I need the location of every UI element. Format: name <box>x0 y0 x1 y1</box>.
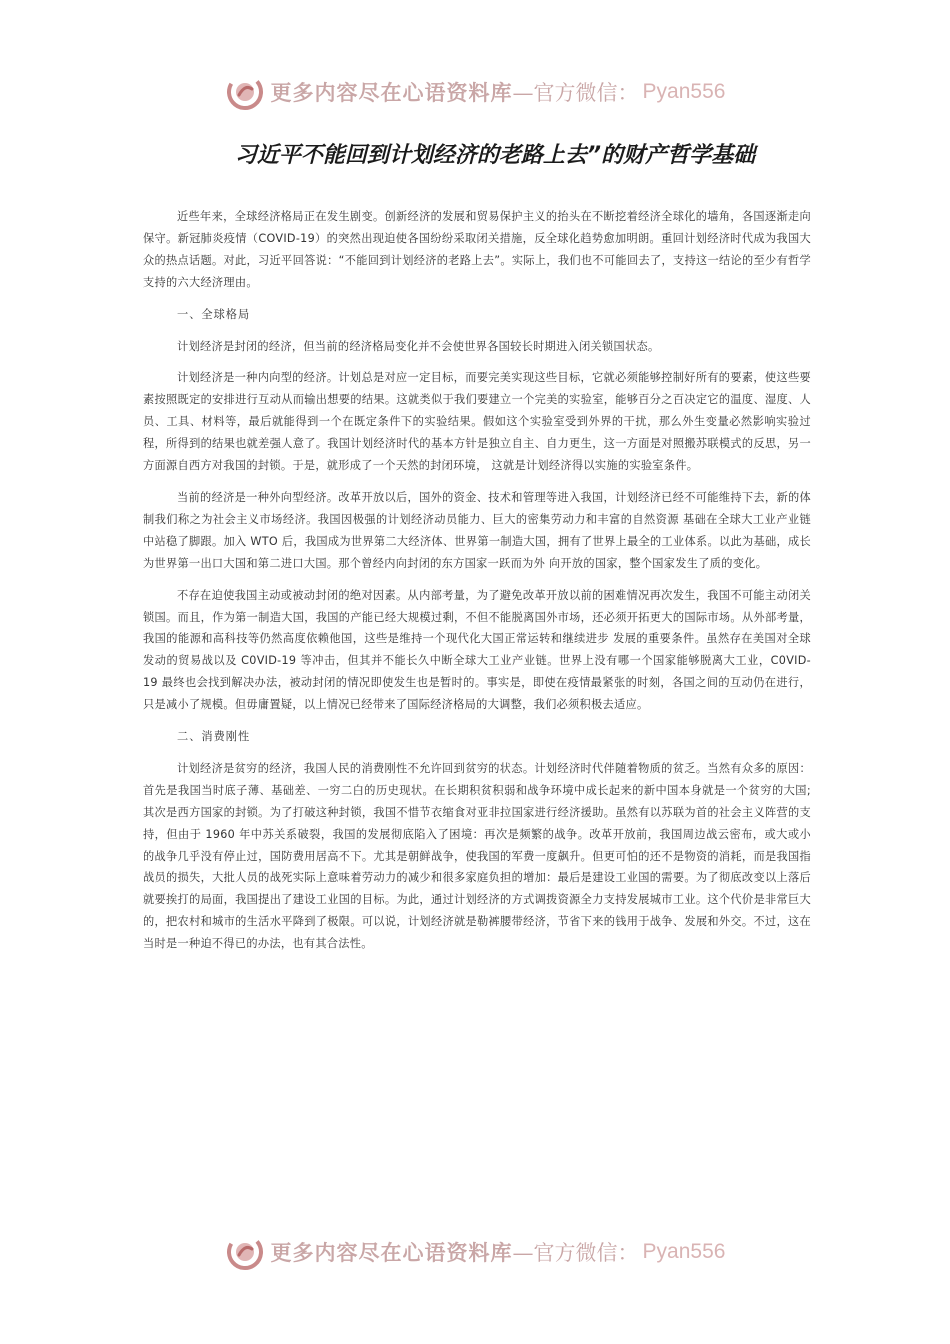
document-title: 习近平不能回到计划经济的老路上去”的财产哲学基础 <box>234 143 756 168</box>
seal-logo-icon <box>225 1232 265 1272</box>
watermark-wechat-id: Pyan556 <box>642 80 726 103</box>
section-heading-global-pattern: 一、全球格局 <box>177 307 251 321</box>
watermark-separator: —官方微信： <box>512 81 639 105</box>
body-paragraph: 计划经济是封闭的经济，但当前的经济格局变化并不会使世界各国较长时期进入闭关锁国状态。 <box>177 339 660 353</box>
watermark-separator: —官方微信： <box>512 1241 639 1265</box>
watermark-banner-bottom <box>0 1230 950 1274</box>
watermark-text: 更多内容尽在心语资料库 <box>270 1240 513 1265</box>
seal-logo-icon <box>225 72 265 112</box>
watermark-banner-top <box>0 70 950 114</box>
section-heading-consumption-rigidity: 二、消费刚性 <box>177 730 251 744</box>
watermark-wechat-id: Pyan556 <box>642 1240 726 1263</box>
watermark-text: 更多内容尽在心语资料库 <box>270 80 513 105</box>
document-body <box>143 206 811 965</box>
body-paragraph: 当前的经济是一种外向型经济。改革开放以后，国外的资金、技术和管理等进入我国，计划经济已经不可能维持下去，新的体制我们称之为社会主义市场经济。我国因极强的计划经济动员能力、巨大的密集劳动力和丰富的自然资源 基础在全球大工业产业链中站稳了脚跟。加入 WTO 后，我国成为世界第二大经济体、世界第一制造大国，拥有了世界上最全的工业体系。以此为基础，成长为世界第一出口大国和第二进口大国。那个曾经内向封闭的东方国家一跃而为外 向开放的国家，整个国家发生了质的变化。 <box>143 490 811 570</box>
body-paragraph-intro: 近些年来，全球经济格局正在发生剧变。创新经济的发展和贸易保护主义的抬头在不断挖着经济全球化的墙角，各国逐渐走向保守。新冠肺炎疫情（COVID-19）的突然出现迫使各国纷纷采取闭关措施，反全球化趋势愈加明朗。重回计划经济时代成为我国大众的热点话题。对此，习近平回答说：“不能回到计划经济的老路上去”。实际上，我们也不可能回去了，支持这一结论的至少有哲学支持的六大经济理由。 <box>143 210 811 289</box>
body-paragraph: 计划经济是贫穷的经济，我国人民的消费刚性不允许回到贫穷的状态。计划经济时代伴随着物质的贫乏。当然有众多的原因：首先是我国当时底子薄、基础差、一穷二白的历史现状。在长期积贫积弱和战争环境中成长起来的新中国本身就是一个贫穷的大国;其次是西方国家的封锁。为了打破这种封锁，我国不惜节衣缩食对亚非拉国家进行经济援助。虽然有以苏联为首的社会主义阵营的支持，但由于 1960 年中苏关系破裂，我国的发展彻底陷入了困境：再次是频繁的战争。改革开放前，我国周边战云密布，或大或小的战争几乎没有停止过，国防费用居高不下。尤其是朝鲜战争，使我国的军费一度飙升。但更可怕的还不是物资的消耗，而是我国指战员的损失，大批人员的战死实际上意味着劳动力的减少和很多家庭负担的增加：最后是建设工业国的需要。为了彻底改变以上落后就要挨打的局面，我国提出了建设工业国的目标。为此，通过计划经济的方式调拨资源全力支持发展城市工业。这个代价是非常巨大的，把农村和城市的生活水平降到了极限。可以说，计划经济就是勒裤腰带经济，节省下来的钱用于战争、发展和外交。不过，这在当时是一种迫不得已的办法，也有其合法性。 <box>143 761 811 951</box>
body-paragraph: 不存在迫使我国主动或被动封闭的绝对因素。从内部考量，为了避免改革开放以前的困难情况再次发生，我国不可能主动闭关锁国。而且，作为第一制造大国，我国的产能已经大规模过剩，不但不能脱离国外市场，还必须开拓更大的国际市场。从外部考量，我国的能源和高科技等仍然高度依赖他国，这些是维持一个现代化大国正常运转和继续进步 发展的重要条件。虽然存在美国对全球发动的贸易战以及 C0VID-19 等冲击，但其并不能长久中断全球大工业产业链。世界上没有哪一个国家能够脱离大工业，C0VID-19 最终也会找到解决办法，被动封闭的情况即使发生也是暂时的。事实是，即使在疫情最紧张的时刻，各国之间的互动仍在进行，只是减小了规模。但毋庸置疑，以上情况已经带来了国际经济格局的大调整，我们必须积极去适应。 <box>143 588 811 712</box>
body-paragraph: 计划经济是一种内向型的经济。计划总是对应一定目标，而要完美实现这些目标，它就必须能够控制好所有的要素，使这些要素按照既定的安排进行互动从而输出想要的结果。这就类似于我们要建立一个完美的实验室，能够百分之百决定它的温度、湿度、人员、工具、材料等，最后就能得到一个在既定条件下的实验结果。假如这个实验室受到外界的干扰，那么外生变量必然影响实验过程，所得到的结果也就差强人意了。我国计划经济时代的基本方针是独立自主、自力更生，这一方面是对照搬苏联模式的反思，另一方面源自西方对我国的封锁。于是，就形成了一个天然的封闭环境， 这就是计划经济得以实施的实验室条件。 <box>143 371 811 473</box>
